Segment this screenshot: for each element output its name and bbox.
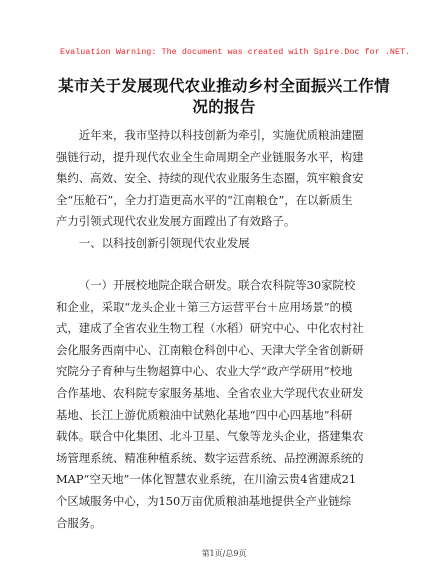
evaluation-warning: Evaluation Warning: The document was created with Spire.Doc for .NET. bbox=[60, 47, 411, 57]
paragraph-line: 基地、长江上游优质粮油中试熟化基地“四中心四基地”科研 bbox=[56, 407, 353, 422]
paragraph-line: 产力引领式现代农业发展方面蹚出了有效路子。 bbox=[56, 214, 296, 229]
paragraph-line: 式，建成了全省农业生物工程（水稻）研究中心、中化农村社 bbox=[56, 321, 364, 336]
paragraph-line: 合作基地、农科院专家服务基地、全省农业大学现代农业研发 bbox=[56, 385, 364, 400]
paragraph-line: （一）开展校地院企联合研发。联合农科院等30家院校 bbox=[78, 278, 356, 292]
paragraph-line: 和企业，采取“龙头企业＋第三方运营平台＋应用场景”的模 bbox=[56, 299, 353, 314]
heading-text: 一、以科技创新引领现代农业发展 bbox=[78, 236, 250, 250]
paragraph-line: 究院分子育种与生物超算中心、农业大学“政产学研用”校地 bbox=[56, 364, 353, 379]
paragraph-line: 强链行动，提升现代农业全生命周期全产业链服务水平，构建 bbox=[56, 149, 364, 164]
paragraph-line: 集约、高效、安全、持续的现代农业服务生态圈，筑牢粮食安 bbox=[56, 171, 364, 186]
paragraph-line: 场管理系统、精准种植系统、数字运营系统、品控溯源系统的 bbox=[56, 450, 364, 465]
section-paragraph bbox=[56, 275, 392, 534]
paragraph-line: 合服务。 bbox=[56, 515, 102, 530]
paragraph-line: 载体。联合中化集团、北斗卫星、气象等龙头企业，搭建集农 bbox=[56, 429, 364, 444]
paragraph-line: MAP“空天地”一体化智慧农业系统，在川渝云贵4省建成21 bbox=[56, 472, 357, 487]
paragraph-line: 会化服务西南中心、江南粮仓科创中心、天津大学全省创新研 bbox=[56, 342, 364, 357]
intro-paragraph bbox=[56, 125, 392, 233]
section-heading bbox=[56, 233, 392, 255]
document-title: 某市关于发展现代农业推动乡村全面振兴工作情况的报告 bbox=[58, 77, 390, 116]
paragraph-line: 个区域服务中心，为150万亩优质粮油基地提供全产业链综 bbox=[56, 493, 352, 508]
paragraph-line: 全“压舱石”，全力打造更高水平的“江南粮仓”，在以新质生 bbox=[56, 192, 353, 207]
paragraph-line: 近年来，我市坚持以科技创新为牵引，实施优质粮油建圈 bbox=[78, 128, 364, 142]
page-footer: 第1页/总9页 bbox=[201, 549, 247, 558]
